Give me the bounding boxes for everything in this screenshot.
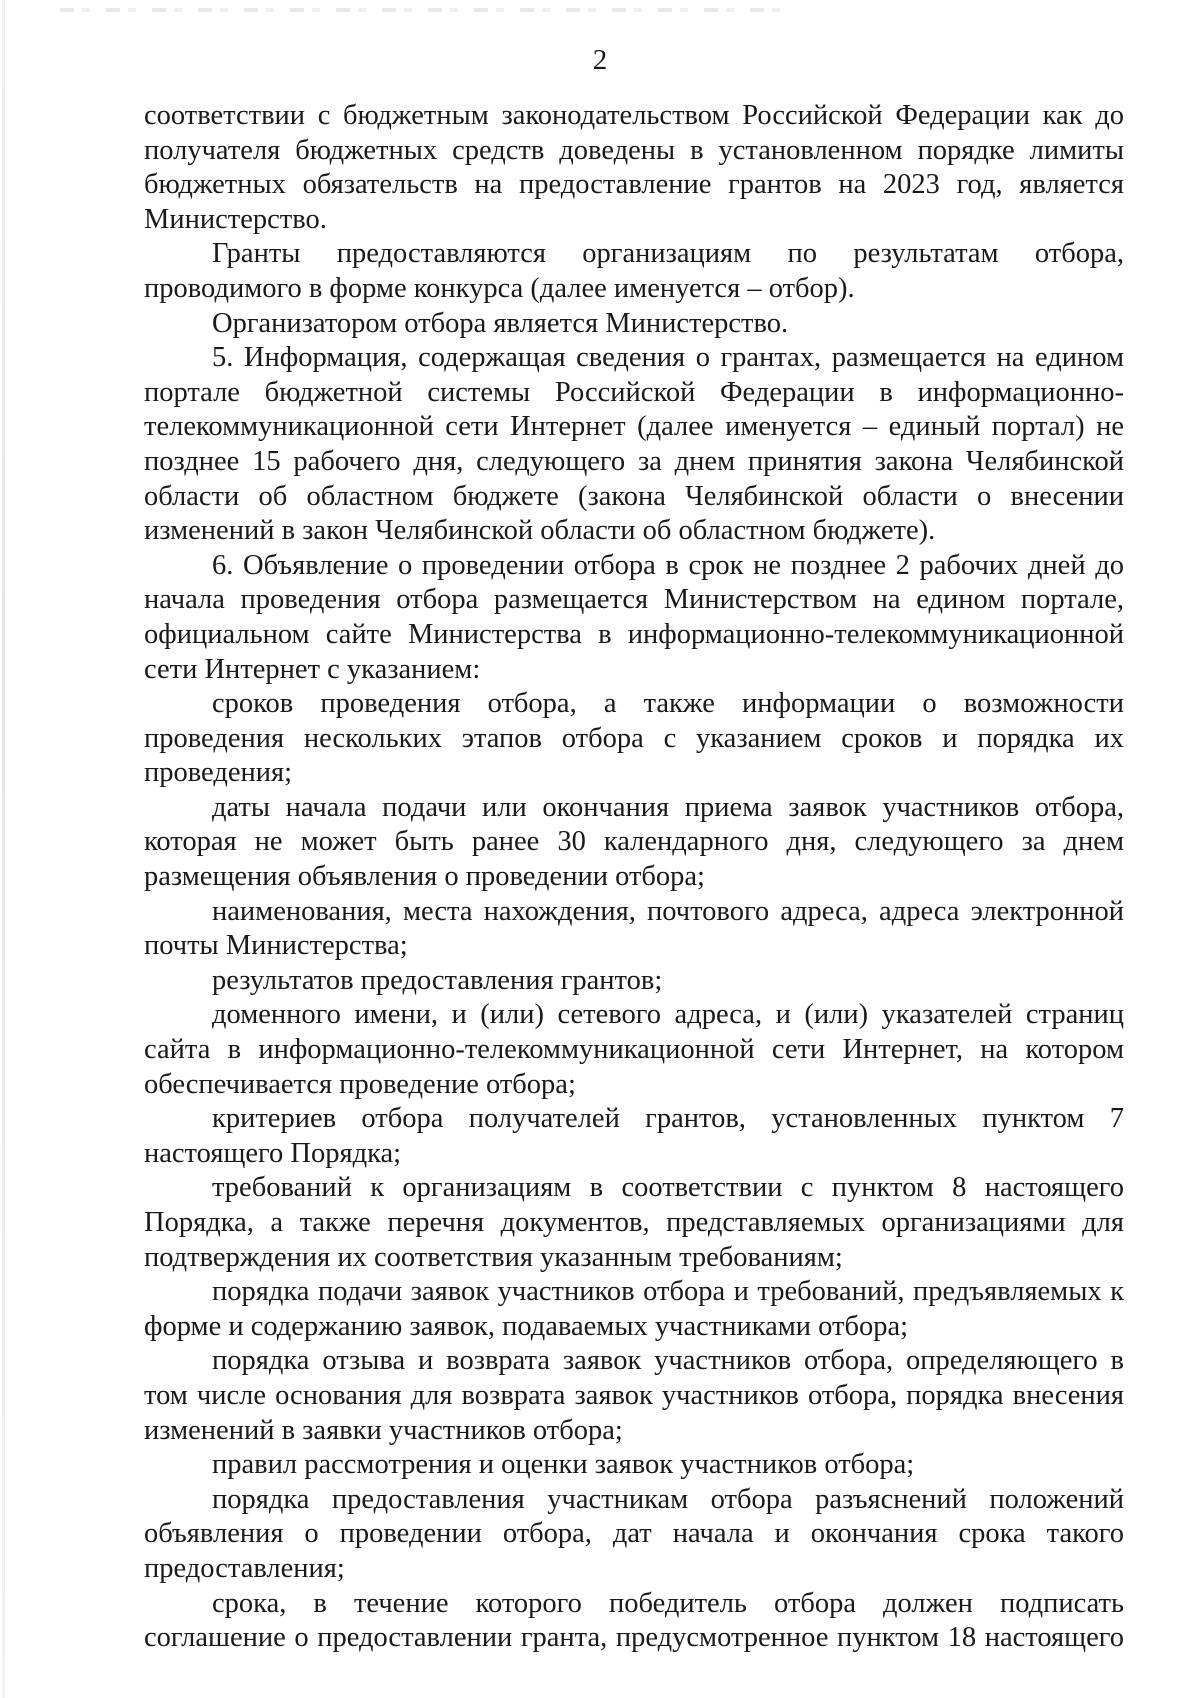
paragraph-item-5: 5. Информация, содержащая сведения о грантах, размещается на едином портале бюджетной системы Российской Федерации в информационно-телекоммуникационной сети Интернет (далее именуется – единый портал) не позднее 15 рабочего дня, следующего за днем принятия закона Челябинской области об областном бюджете (закона Челябинской области о внесении изменений в закон Челябинской области об областном бюджете). [144, 342, 1124, 547]
paragraph-grants: Гранты предоставляются организациям по результатам отбора, проводимого в форме конкурса (далее именуется – отбор). [144, 238, 1124, 304]
scan-artifact-top [60, 8, 780, 12]
paragraph-organizer: Организатором отбора является Министерство. [212, 307, 789, 339]
paragraph-continuation: соответствии с бюджетным законодательством Российской Федерации как до получателя бюджетных средств доведены в установленном порядке лимиты бюджетных обязательств на предоставление грантов на 2023 год, является Министерство. [144, 100, 1124, 235]
document-body [144, 99, 1124, 1656]
scan-artifact-left [2, 0, 5, 1698]
list-item-agreement-term: срока, в течение которого победитель отбора должен подписать соглашение о предоставлении гранта, предусмотренное пунктом 18 настоящего [144, 1587, 1124, 1654]
list-item-criteria: критериев отбора получателей грантов, установленных пунктом 7 настоящего Порядка; [144, 1103, 1124, 1169]
list-item-results: результатов предоставления грантов; [212, 964, 663, 996]
paragraph-item-6: 6. Объявление о проведении отбора в срок не позднее 2 рабочих дней до начала проведения отбора размещается Министерством на едином портале, официальном сайте Министерства в информационно-телекоммуникационной сети Интернет с указанием: [144, 549, 1124, 685]
list-item-evaluation-rules: правил рассмотрения и оценки заявок участников отбора; [212, 1449, 915, 1481]
page-number: 2 [592, 44, 608, 76]
list-item-clarifications: порядка предоставления участникам отбора разъяснений положений объявления о проведении отбора, дат начала и окончания срока такого предоставления; [144, 1483, 1124, 1584]
list-item-deadlines: сроков проведения отбора, а также информации о возможности проведения нескольких этапов отбора с указанием сроков и порядка их проведения; [144, 688, 1124, 789]
list-item-ministry-contacts: наименования, места нахождения, почтового адреса, адреса электронной почты Министерства; [144, 895, 1124, 962]
list-item-requirements: требований к организациям в соответствии с пунктом 8 настоящего Порядка, а также перечня документов, представляемых организациями для подтверждения их соответствия указанным требованиям; [144, 1172, 1124, 1273]
list-item-withdrawal: порядка отзыва и возврата заявок участников отбора, определяющего в том числе основания для возврата заявок участников отбора, порядка внесения изменений в заявки участников отбора; [144, 1345, 1124, 1446]
list-item-application-procedure: порядка подачи заявок участников отбора и требований, предъявляемых к форме и содержанию заявок, подаваемых участниками отбора; [144, 1276, 1124, 1342]
list-item-dates: даты начала подачи или окончания приема заявок участников отбора, которая не может быть ранее 30 календарного дня, следующего за днем размещения объявления о проведении отбора; [144, 791, 1124, 893]
list-item-domain: доменного имени, и (или) сетевого адреса, и (или) указателей страниц сайта в информационно-телекоммуникационной сети Интернет, на котором обеспечивается проведение отбора; [144, 999, 1124, 1100]
